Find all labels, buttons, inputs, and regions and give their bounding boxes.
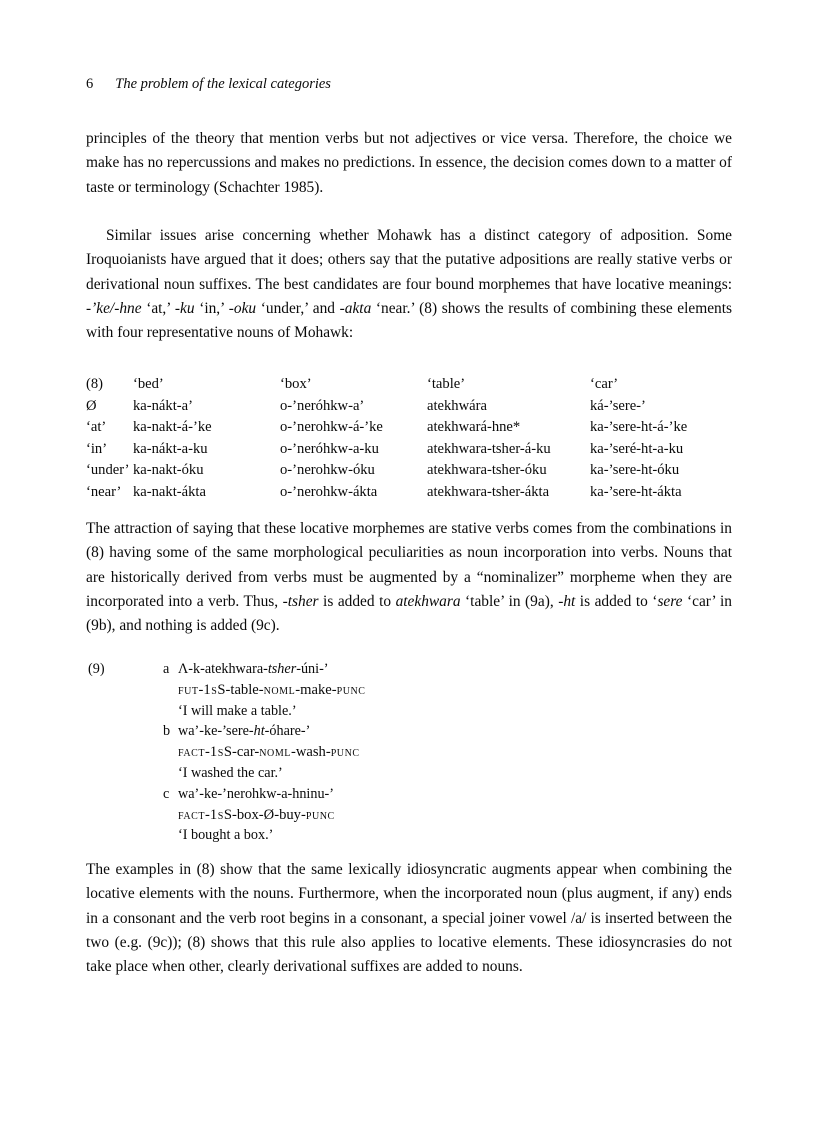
gloss-sep: - (225, 681, 231, 698)
gloss-sep: - (232, 744, 237, 761)
table-row (86, 482, 746, 504)
form-italic: tsher (267, 661, 297, 677)
translation-line: ‘I will make a table.’ (178, 702, 297, 719)
gloss-noun: table (230, 681, 259, 698)
cell-table: atekhwará-hne* (427, 419, 521, 436)
gloss-sep: - (198, 681, 204, 698)
gloss-line (178, 680, 748, 701)
item-letter: b (163, 723, 171, 740)
row-label: ‘in’ (86, 440, 108, 457)
item-lines (178, 659, 748, 721)
p2-italic-ke-hne: ’ke/-hne (91, 299, 142, 317)
p3-seg-b: is added to (318, 592, 396, 610)
gloss-sep: - (325, 744, 331, 761)
paragraph-4: The examples in (8) show that the same lexically idiosyncratic augments appear when combining the locative elements with the nouns. Furthermore, when the incorporated noun (plus augment, if any) ends in a consonant and the verb root begins in a consonant, a special joiner vowel /a/ is inserted between the two (e.g. (9c)); (8) shows that this rule also applies to locative elements. These idiosyncrasies do not take place when other, clearly derivational suffixes are added to nouns. (86, 861, 732, 976)
gloss-verb: buy (279, 806, 301, 823)
item-letter: c (163, 785, 170, 802)
gloss-sep: - (258, 681, 264, 698)
cell-box: o-’nerohkw-ákta (280, 483, 378, 500)
cell-bed: ka-nákt-a’ (133, 397, 193, 414)
p2-seg-a: Similar issues arise concerning whether Mohawk has a distinct category of adposition. Some Iroquoianists have argued that it does; others say that the putative adpositions are really stative verbs or derivational noun suffixes. The best candidates are four bound morphemes that have locative meanings: - (86, 227, 732, 317)
cell-bed: ka-nakt-óku (133, 462, 204, 479)
cell-table: atekhwara-tsher-óku (427, 462, 547, 479)
cell-bed: ka-nákt-a-ku (133, 440, 208, 457)
paragraph-block-4 (86, 858, 732, 979)
table-row-header (86, 374, 746, 396)
table-row (86, 439, 746, 461)
gloss-sep: - (295, 681, 301, 698)
row-label: ‘at’ (86, 419, 107, 436)
cell-car: ka-’sere-ht-óku (590, 462, 680, 479)
p2-seg-c: ‘in,’ (194, 299, 229, 317)
form-pre: wa’-ke-’nerohkw-a-hninu-’ (178, 785, 334, 802)
gloss-line (178, 805, 748, 826)
gloss-sep: - (205, 744, 210, 761)
p3-seg-c: ‘table’ in (9a), (460, 592, 559, 610)
gloss-line (178, 742, 748, 763)
gloss-sep: - (232, 806, 237, 823)
gloss-punc: punc (330, 744, 360, 761)
running-head-title: The problem of the lexical categories (115, 76, 331, 92)
object-language-line (178, 659, 748, 680)
gloss-noun: box (236, 806, 259, 823)
gloss-subject-marker: S (223, 806, 232, 823)
form-italic: ht (253, 723, 265, 740)
p3-italic-atekhwara: atekhwara (395, 592, 461, 610)
gloss-person: 1s (209, 744, 224, 761)
row-label: ‘near’ (86, 483, 122, 500)
gloss-sep: - (331, 681, 337, 698)
cell-car: ka-’sere-ht-ákta (590, 483, 682, 500)
cell-car: ka-’sere-ht-á-’ke (590, 419, 688, 436)
translation-line: ‘I bought a box.’ (178, 827, 274, 844)
cell-box: o-’nerohkw-á-’ke (280, 419, 383, 436)
item-letter: a (163, 661, 170, 677)
gloss-fact: fact (178, 806, 206, 823)
gloss-subject-marker: S (217, 681, 226, 698)
paragraph-block-2 (86, 224, 732, 345)
gloss-sep: - (274, 806, 280, 823)
column-header-car: ‘car’ (590, 376, 619, 392)
gloss-person: 1s (203, 681, 218, 698)
p3-seg-a: The attraction of saying that these locative morphemes are stative verbs comes from the combinations in (8) having some of the same morphological peculiarities as noun incorporation into verbs. Nouns that are historically derived from verbs must be augmented by a “nominalizer” morpheme when they are incorporated into a verb. Thus, (86, 520, 732, 610)
p2-seg-e: ‘near.’ (8) shows the results of combining these elements with four representative nouns of Mohawk: (86, 299, 732, 342)
object-language-line (178, 784, 748, 805)
gloss-sep: - (205, 806, 210, 823)
object-language-line (178, 721, 748, 742)
gloss-subject-marker: S (223, 744, 232, 761)
gloss-sep: - (290, 744, 296, 761)
p2-italic-akta: -akta (339, 299, 372, 317)
paragraph-2 (86, 224, 732, 345)
cell-car: ká-’sere-’ (590, 397, 646, 414)
page-number: 6 (86, 76, 94, 92)
column-header-box: ‘box’ (280, 376, 312, 392)
cell-box: o-’neróhkw-a-ku (280, 440, 379, 457)
gloss-noun: car (236, 744, 255, 761)
form-post: -úni-’ (296, 661, 329, 677)
gloss-punc: punc (336, 681, 366, 698)
p3-italic-ht: -ht (558, 592, 576, 610)
form-post: -óhare-’ (264, 723, 311, 740)
gloss-person: 1s (209, 806, 224, 823)
form-pre: wa’-ke-’sere- (178, 723, 254, 740)
cell-car: ka-’seré-ht-a-ku (590, 440, 684, 457)
translation-line: ‘I washed the car.’ (178, 764, 283, 781)
p3-seg-d: is added to ‘ (575, 592, 658, 610)
cell-table: atekhwára (427, 397, 487, 414)
cell-bed: ka-nakt-ákta (133, 483, 206, 500)
gloss-noml: noml (259, 744, 291, 761)
item-lines (178, 784, 748, 846)
gloss-verb: wash (295, 744, 326, 761)
example-9-block (88, 659, 748, 846)
row-label: ‘under’ (86, 462, 130, 479)
gloss-sep: - (300, 806, 306, 823)
p2-seg-b: ‘at,’ (141, 299, 175, 317)
paragraph-block-3 (86, 517, 732, 638)
p2-italic-oku: -oku (228, 299, 257, 317)
running-head (86, 75, 732, 93)
gloss-fact: fact (178, 744, 206, 761)
table-row (86, 460, 746, 482)
gloss-punc: punc (305, 806, 335, 823)
paragraph-1: principles of the theory that mention verbs but not adjectives or vice versa. Therefore, the choice we make has no repercussions and makes no predictions. In essence, the decision comes down to a matter of taste or terminology (Schachter 1985). (86, 130, 732, 196)
gloss-sep: - (254, 744, 260, 761)
example-8-table (86, 374, 746, 504)
gloss-sep: - (258, 806, 264, 823)
cell-table: atekhwara-tsher-á-ku (427, 440, 551, 457)
gloss-fut: fut (178, 681, 199, 698)
table-row (86, 396, 746, 418)
form-pre: Λ-k-atekhwara- (178, 661, 268, 677)
p3-italic-tsher: -tsher (282, 592, 319, 610)
example-8-label: (8) (86, 376, 104, 392)
cell-box: o-’nerohkw-óku (280, 462, 375, 479)
gloss-zero-morph: Ø (263, 806, 275, 823)
example-9-number: (9) (88, 661, 105, 677)
paragraph-block-1 (86, 127, 732, 200)
p2-italic-ku: -ku (174, 299, 195, 317)
example-9-items (163, 659, 748, 846)
p3-seg-e: ‘car’ in (9b), and nothing is added (9c). (86, 592, 732, 635)
example-9-item-a (163, 659, 748, 721)
table-row (86, 417, 746, 439)
example-9-item-c (163, 784, 748, 846)
example-9-item-b (163, 721, 748, 783)
column-header-table: ‘table’ (427, 376, 466, 392)
column-header-bed: ‘bed’ (133, 376, 164, 392)
paragraph-3 (86, 517, 732, 638)
cell-bed: ka-nakt-á-’ke (133, 419, 212, 436)
gloss-verb: make (300, 681, 332, 698)
p3-italic-sere: sere (657, 592, 683, 610)
cell-table: atekhwara-tsher-ákta (427, 483, 550, 500)
item-lines (178, 721, 748, 783)
cell-box: o-’neróhkw-a’ (280, 397, 365, 414)
gloss-noml: noml (263, 681, 296, 698)
row-label: Ø (86, 397, 97, 414)
p2-seg-d: ‘under,’ and (256, 299, 340, 317)
